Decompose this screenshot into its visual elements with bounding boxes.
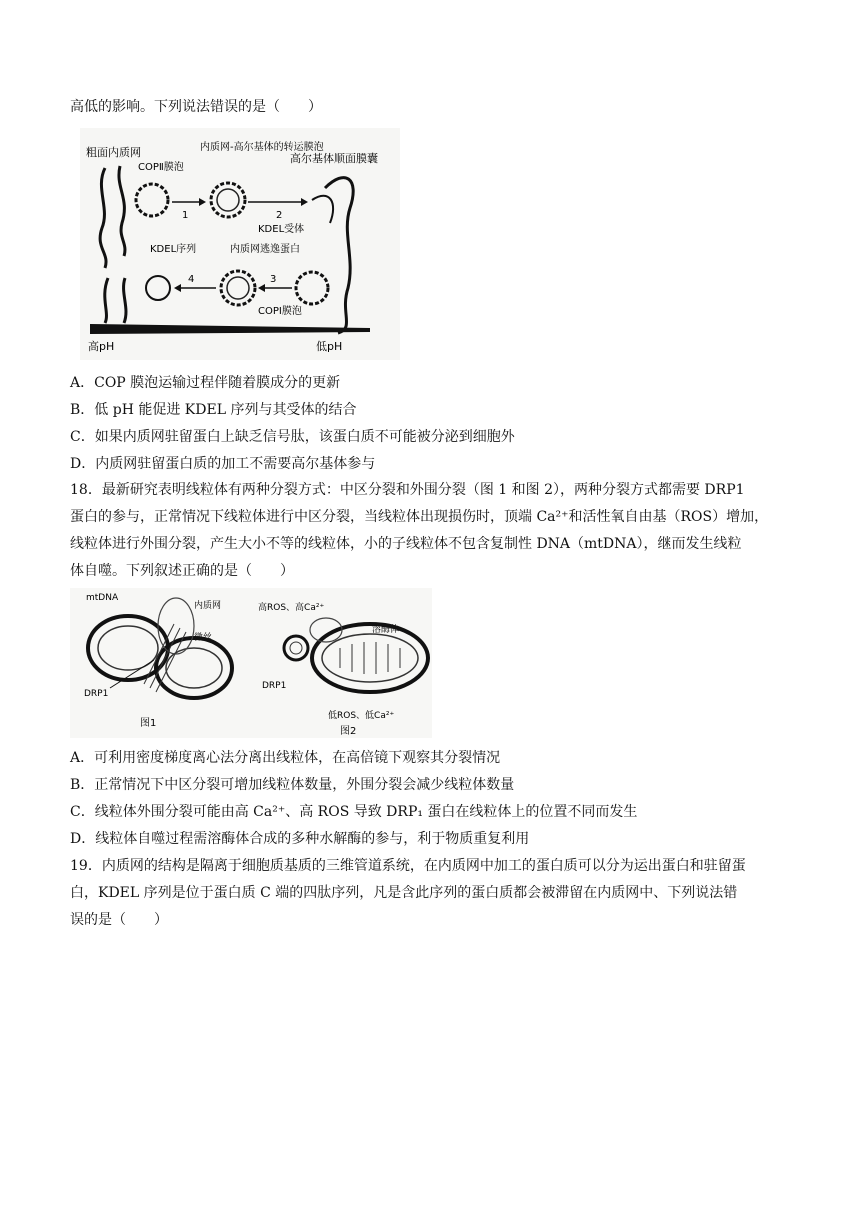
label-low-ph: 低pH	[316, 340, 343, 353]
step-1-label: 1	[182, 210, 189, 221]
q17-option-c: C．如果内质网驻留蛋白上缺乏信号肽，该蛋白质不可能被分泌到细胞外	[70, 429, 515, 445]
label-high-ph: 高pH	[88, 340, 115, 353]
q18-stem-line-3: 线粒体进行外围分裂，产生大小不等的线粒体，小的子线粒体不包含复制性 DNA（mtDNA），继而发生线粒	[70, 536, 742, 552]
q19-stem-line-2: 白，KDEL 序列是位于蛋白质 C 端的四肽序列，凡是含此序列的蛋白质都会被滞留在内质网中、下列说法错	[70, 885, 738, 901]
q18-stem-line-2: 蛋白的参与，正常情况下线粒体进行中区分裂，当线粒体出现损伤时，顶端 Ca²⁺和活性氧自由基（ROS）增加，	[70, 509, 769, 525]
label-kdel-receptor: KDEL受体	[258, 224, 305, 235]
q18-option-a: A．可利用密度梯度离心法分离出线粒体，在高倍镜下观察其分裂情况	[70, 750, 501, 766]
q17-option-d: D．内质网驻留蛋白质的加工不需要高尔基体参与	[70, 456, 376, 472]
label-drp1-fig1: DRP1	[84, 689, 109, 699]
label-low-ros: 低ROS、低Ca²⁺	[328, 711, 395, 721]
label-microfilament: 微丝	[194, 633, 213, 643]
q19-stem-line-3: 误的是（ ）	[70, 912, 168, 928]
label-kdel-sequence: KDEL序列	[150, 244, 197, 255]
er-golgi-transport-diagram	[80, 128, 400, 360]
label-transport-vesicle: 内质网-高尔基体的转运膜泡	[200, 142, 324, 153]
label-fig2: 图2	[340, 726, 357, 737]
step-3-label: 3	[270, 274, 277, 285]
label-copi: COPⅠ膜泡	[258, 306, 302, 317]
label-rough-er: 粗面内质网	[86, 146, 141, 159]
q17-option-a: A．COP 膜泡运输过程伴随着膜成分的更新	[70, 375, 341, 391]
label-golgi: 高尔基体顺面膜囊	[290, 152, 378, 165]
label-high-ros: 高ROS、高Ca²⁺	[258, 603, 325, 613]
q17-stem: 高低的影响。下列说法错误的是（ ）	[70, 99, 322, 115]
label-copii: COPⅡ膜泡	[138, 162, 184, 173]
q19-stem-line-1: 19．内质网的结构是隔离于细胞质基质的三维管道系统，在内质网中加工的蛋白质可以分为运出蛋白和驻留蛋	[70, 858, 746, 874]
q18-option-d: D．线粒体自噬过程需溶酶体合成的多种水解酶的参与，利于物质重复利用	[70, 831, 530, 847]
q18-option-c: C．线粒体外围分裂可能由高 Ca²⁺、高 ROS 导致 DRP₁ 蛋白在线粒体上的位置不同而发生	[70, 804, 638, 820]
mitochondria-fission-diagram	[70, 588, 432, 738]
q18-stem-line-1: 18．最新研究表明线粒体有两种分裂方式：中区分裂和外围分裂（图 1 和图 2），两种分裂方式都需要 DRP1	[70, 482, 745, 498]
label-er: 内质网	[194, 601, 222, 611]
step-2-label: 2	[276, 210, 283, 221]
label-mtdna: mtDNA	[86, 593, 119, 603]
label-escaped-protein: 内质网逃逸蛋白	[230, 244, 300, 255]
label-lysosome: 溶酶体	[372, 625, 400, 635]
q18-stem-line-4: 体自噬。下列叙述正确的是（ ）	[70, 563, 294, 579]
q18-option-b: B．正常情况下中区分裂可增加线粒体数量，外围分裂会减少线粒体数量	[70, 777, 515, 793]
label-drp1-fig2: DRP1	[262, 681, 287, 691]
q17-option-b: B．低 pH 能促进 KDEL 序列与其受体的结合	[70, 402, 357, 418]
label-fig1: 图1	[140, 718, 157, 729]
step-4-label: 4	[188, 274, 195, 285]
